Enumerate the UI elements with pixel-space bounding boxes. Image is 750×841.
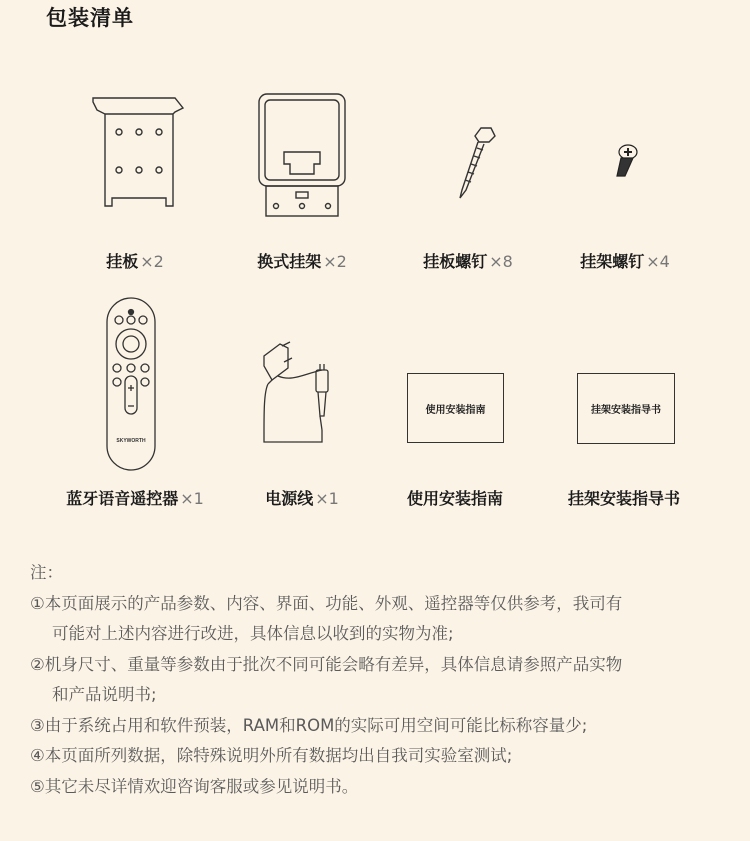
bracket-screw-icon	[535, 90, 715, 220]
item-label: 挂架螺钉 ×4	[580, 252, 670, 271]
item-label: 蓝牙语音遥控器 ×1	[66, 489, 204, 508]
note-line: 和产品说明书;	[52, 685, 157, 704]
plate-screw-icon	[378, 90, 558, 220]
item-manual-booklet	[378, 292, 558, 512]
item-power-cord	[212, 292, 392, 512]
item-label: 挂板 ×2	[106, 252, 164, 271]
manual-booklet-icon: 使用安装指南	[407, 373, 504, 443]
swap-bracket-icon	[212, 90, 392, 220]
note-line: ④本页面所列数据，除特殊说明外所有数据均出自我司实验室测试;	[30, 746, 513, 765]
remote-control-icon	[45, 292, 225, 477]
note-line: ②机身尺寸、重量等参数由于批次不同可能会略有差异，具体信息请参照产品实物	[30, 654, 623, 674]
note-line: 可能对上述内容进行改进，具体信息以收到的实物为准;	[52, 624, 454, 643]
power-cord-icon	[212, 292, 392, 477]
remote-brand-text: SKYWORTH	[116, 438, 146, 444]
page-title: 包装清单	[46, 6, 134, 30]
item-label: 换式挂架 ×2	[257, 252, 347, 271]
note-line: ①本页面展示的产品参数、内容、界面、功能、外观、遥控器等仅供参考，我司有	[30, 593, 623, 613]
item-label: 使用安装指南	[406, 489, 503, 508]
item-guide-booklet	[535, 292, 715, 512]
item-remote-control	[45, 292, 225, 512]
note-line: ⑤其它未尽详情欢迎咨询客服或参见说明书。	[30, 776, 359, 796]
hanging-plate-icon	[45, 90, 225, 220]
guide-booklet-icon: 挂架安装指导书	[577, 373, 675, 444]
notes-section	[30, 558, 740, 802]
item-swap-bracket	[212, 90, 392, 280]
note-line: ③由于系统占用和软件预装，RAM和ROM的实际可用空间可能比标称容量少;	[30, 715, 588, 735]
item-hanging-plate	[45, 90, 225, 280]
item-bracket-screw	[535, 90, 715, 280]
item-label: 电源线 ×1	[265, 489, 339, 508]
notes-heading: 注：	[30, 563, 63, 582]
item-label: 挂板螺钉 ×8	[423, 252, 513, 271]
item-label: 挂架安装指导书	[567, 489, 680, 508]
item-plate-screw	[378, 90, 558, 280]
